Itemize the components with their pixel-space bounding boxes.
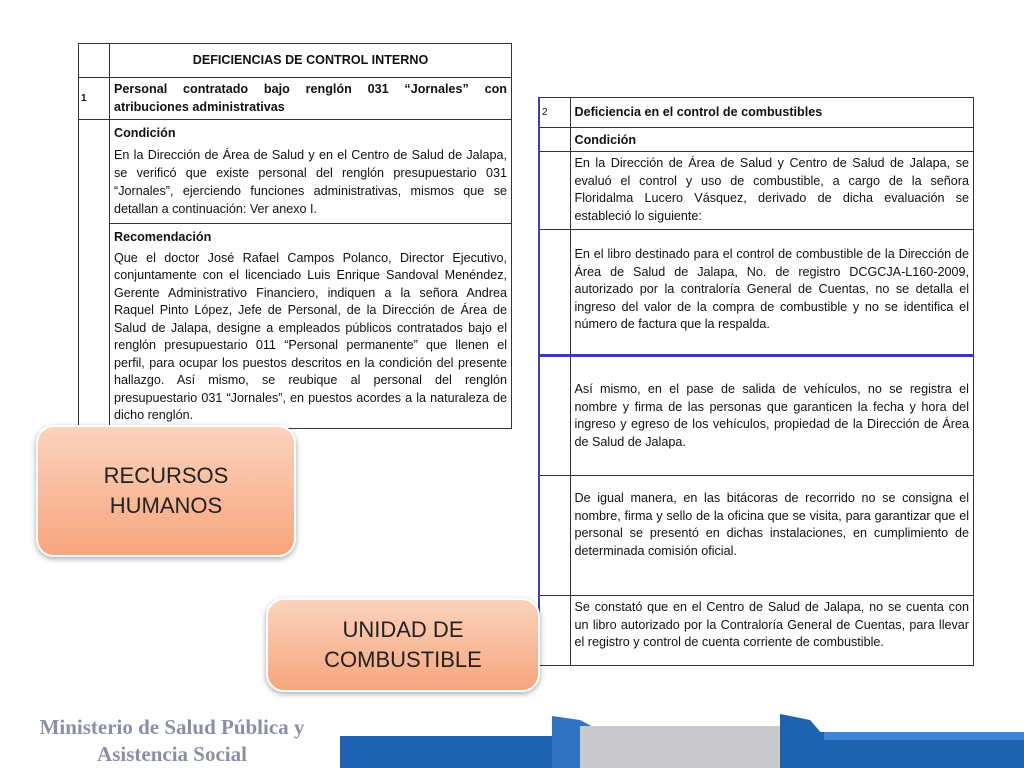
recursos-humanos-label: RECURSOS HUMANOS bbox=[103, 463, 229, 518]
table1-finding-title: Personal contratado bajo renglón 031 “Jornales” con atribuciones administrativas bbox=[110, 78, 512, 120]
table1-left-margin-cell bbox=[79, 120, 110, 429]
ministry-footer-text: Ministerio de Salud Pública y Asistencia Social bbox=[39, 715, 305, 766]
table1-condition-label: Condición bbox=[110, 120, 512, 144]
table2-paragraph: Se constató que en el Centro de Salud de Jalapa, no se cuenta con un libro autorizado por la Contraloría General de Cuentas, para llevar el registro y control de cuenta corriente de combustible. bbox=[570, 596, 974, 666]
table1-condition-text: En la Dirección de Área de Salud y en el Centro de Salud de Jalapa, se verificó que existe personal del renglón presupuestario 031 “Jornales”, ejerciendo funciones administrativas, mismos que se detallan a continuación: Ver anexo I. bbox=[110, 143, 512, 223]
fuel-control-deficiency-table bbox=[538, 97, 974, 666]
table1-recommendation-text: Que el doctor José Rafael Campos Polanco, Director Ejecutivo, conjuntamente con el licenciado Luis Enrique Sandoval Menéndez, Gerente Administrativo Financiero, indiquen a la señora Andrea Raquel Pinto López, Jefe de Personal, de la Dirección de Área de Salud de Jalapa, designe a empleados públicos contratados bajo el renglón presupuestario 011 “Personal permanente” que llenen el perfil, para ocupar los puestos descritos en la condición del presente hallazgo. Así mismo, se reubique al personal del renglón presupuestario 031 “Jornales”, en puestos acordes a la naturaleza de dicho renglón. bbox=[110, 247, 512, 429]
table2-paragraph: Así mismo, en el pase de salida de vehículos, no se registra el nombre y firma de las personas que garanticen la fecha y hora del ingreso y egreso de los vehículos, propiedad de la Dirección de Área de Salud de Jalapa. bbox=[570, 356, 974, 476]
table1-corner-cell bbox=[79, 44, 110, 78]
table1-header: DEFICIENCIAS DE CONTROL INTERNO bbox=[110, 44, 512, 78]
table2-condition-label: Condición bbox=[570, 128, 974, 152]
table1-recommendation-label: Recomendación bbox=[110, 223, 512, 247]
table2-finding-title: Deficiencia en el control de combustibles bbox=[570, 98, 974, 128]
table1-row-number: 1 bbox=[79, 78, 110, 120]
table2-left-cell bbox=[539, 128, 570, 152]
footer-band-blue-left bbox=[340, 736, 555, 768]
table2-paragraph: En el libro destinado para el control de combustible de la Dirección de Área de Salud de Jalapa, No. de registro DCGCJA-L160-2009, autorizado por la contraloría General de Cuentas, no se detalla el ingreso del valor de la compra de combustible y no se identifica el número de factura que la respalda. bbox=[570, 230, 974, 356]
recursos-humanos-box bbox=[36, 425, 296, 557]
table2-left-cell bbox=[539, 152, 570, 230]
table2-left-cell bbox=[539, 476, 570, 596]
table2-row-number: 2 bbox=[539, 98, 570, 128]
footer-decorative-band bbox=[340, 706, 1024, 768]
footer-band-silver bbox=[580, 726, 810, 768]
table2-paragraph: De igual manera, en las bitácoras de recorrido no se consigna el nombre, firma y sello de la oficina que se visita, para garantizar que el personal se presentó en dichas instalaciones, en cumplimiento de determinada comisión oficial. bbox=[570, 476, 974, 596]
unidad-combustible-label: UNIDAD DE COMBUSTIBLE bbox=[324, 617, 482, 672]
internal-control-deficiencies-table bbox=[78, 43, 512, 429]
table2-left-cell bbox=[539, 596, 570, 666]
table2-left-cell bbox=[539, 356, 570, 476]
table2-left-cell bbox=[539, 230, 570, 356]
unidad-combustible-box bbox=[266, 598, 540, 692]
table2-paragraph: En la Dirección de Área de Salud y Centro de Salud de Jalapa, se evaluó el control y uso de combustible, a cargo de la señora Floridalma Lucero Vásquez, derivado de dicha evaluación se estableció lo siguiente: bbox=[570, 152, 974, 230]
footer-band-highlight bbox=[824, 732, 1024, 740]
